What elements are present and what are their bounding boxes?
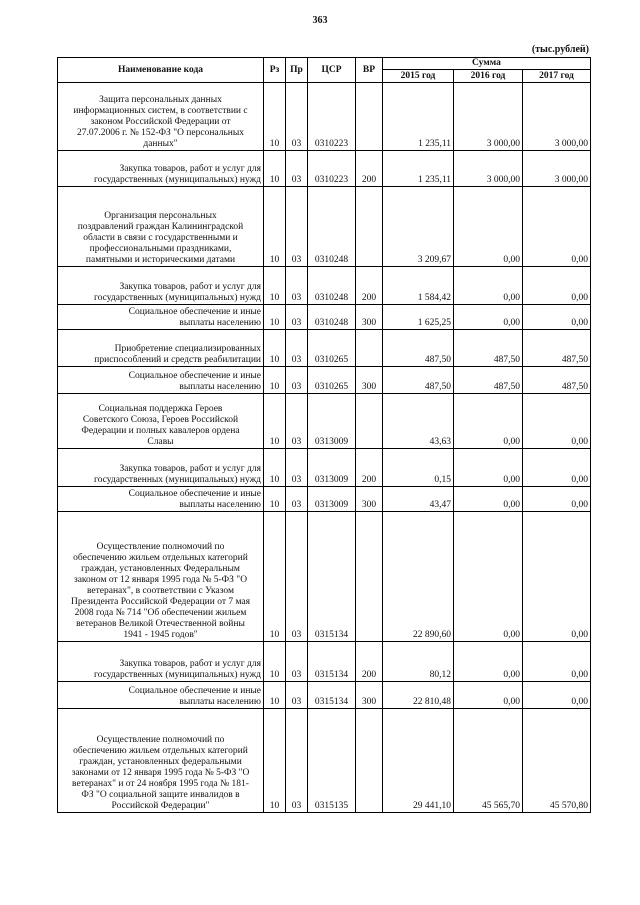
row-pr: 03 bbox=[286, 487, 308, 512]
row-csr: 0315134 bbox=[308, 642, 356, 682]
row-2016: 45 565,70 bbox=[454, 709, 523, 813]
row-name: Приобретение специализированных приспособлений и средств реабилитации bbox=[58, 330, 264, 367]
row-2015: 487,50 bbox=[383, 367, 454, 394]
row-2017: 0,00 bbox=[523, 267, 591, 305]
row-2017: 487,50 bbox=[523, 367, 591, 394]
row-2016: 0,00 bbox=[454, 682, 523, 709]
header-name: Наименование кода bbox=[58, 58, 264, 83]
row-2015: 1 625,25 bbox=[383, 305, 454, 330]
row-2015: 1 584,42 bbox=[383, 267, 454, 305]
row-vr: 200 bbox=[356, 642, 383, 682]
row-vr: 200 bbox=[356, 449, 383, 487]
row-pr: 03 bbox=[286, 267, 308, 305]
row-2017: 0,00 bbox=[523, 449, 591, 487]
header-sum: Сумма bbox=[383, 58, 591, 70]
row-vr: 300 bbox=[356, 487, 383, 512]
budget-table bbox=[57, 57, 591, 813]
row-csr: 0313009 bbox=[308, 449, 356, 487]
row-name: Закупка товаров, работ и услуг для государственных (муниципальных) нужд bbox=[58, 267, 264, 305]
row-csr: 0310265 bbox=[308, 330, 356, 367]
row-rz: 10 bbox=[264, 330, 286, 367]
row-vr bbox=[356, 709, 383, 813]
row-vr: 300 bbox=[356, 367, 383, 394]
row-vr: 200 bbox=[356, 267, 383, 305]
row-rz: 10 bbox=[264, 394, 286, 449]
row-2017: 0,00 bbox=[523, 487, 591, 512]
row-2016: 487,50 bbox=[454, 367, 523, 394]
table-row bbox=[58, 394, 591, 449]
row-2016: 0,00 bbox=[454, 305, 523, 330]
row-pr: 03 bbox=[286, 367, 308, 394]
row-name: Закупка товаров, работ и услуг для государственных (муниципальных) нужд bbox=[58, 151, 264, 187]
row-2015: 29 441,10 bbox=[383, 709, 454, 813]
row-rz: 10 bbox=[264, 151, 286, 187]
row-name: Социальное обеспечение и иные выплаты населению bbox=[58, 305, 264, 330]
row-2017: 487,50 bbox=[523, 330, 591, 367]
row-pr: 03 bbox=[286, 449, 308, 487]
row-pr: 03 bbox=[286, 709, 308, 813]
header-2016: 2016 год bbox=[454, 70, 523, 83]
row-pr: 03 bbox=[286, 512, 308, 642]
row-2017: 45 570,80 bbox=[523, 709, 591, 813]
row-name: Осуществление полномочий по обеспечению жильем отдельных категорий граждан, установленных Федеральным законом от 12 января 1995 года № 5-ФЗ "О ветеранах", в соответствии с Указом Президента Российской Федерации от 7 мая 2008 года № 714 "Об обеспечении жильем ветеранов Великой Отечественной войны 1941 - 1945 годов" bbox=[58, 512, 264, 642]
row-vr: 300 bbox=[356, 305, 383, 330]
header-2017: 2017 год bbox=[523, 70, 591, 83]
row-name: Социальное обеспечение и иные выплаты населению bbox=[58, 682, 264, 709]
header-pr: Пр bbox=[286, 58, 308, 83]
row-2016: 0,00 bbox=[454, 394, 523, 449]
table-row bbox=[58, 330, 591, 367]
row-pr: 03 bbox=[286, 330, 308, 367]
row-pr: 03 bbox=[286, 83, 308, 151]
row-2017: 0,00 bbox=[523, 642, 591, 682]
table-row bbox=[58, 449, 591, 487]
row-rz: 10 bbox=[264, 267, 286, 305]
row-csr: 0310248 bbox=[308, 187, 356, 267]
row-2016: 3 000,00 bbox=[454, 151, 523, 187]
row-vr bbox=[356, 512, 383, 642]
table-row bbox=[58, 151, 591, 187]
row-2017: 3 000,00 bbox=[523, 83, 591, 151]
row-2016: 0,00 bbox=[454, 512, 523, 642]
row-vr: 300 bbox=[356, 682, 383, 709]
row-csr: 0313009 bbox=[308, 487, 356, 512]
row-csr: 0315134 bbox=[308, 682, 356, 709]
row-2015: 3 209,67 bbox=[383, 187, 454, 267]
header-csr: ЦСР bbox=[308, 58, 356, 83]
table-header bbox=[58, 58, 591, 83]
table-row bbox=[58, 83, 591, 151]
row-2015: 80,12 bbox=[383, 642, 454, 682]
row-csr: 0310248 bbox=[308, 267, 356, 305]
row-2016: 0,00 bbox=[454, 187, 523, 267]
table-row bbox=[58, 187, 591, 267]
row-2016: 0,00 bbox=[454, 449, 523, 487]
header-vr: ВР bbox=[356, 58, 383, 83]
row-name: Социальное обеспечение и иные выплаты населению bbox=[58, 487, 264, 512]
row-2015: 1 235,11 bbox=[383, 83, 454, 151]
table-row bbox=[58, 367, 591, 394]
table-row bbox=[58, 682, 591, 709]
table-body bbox=[58, 83, 591, 813]
row-2017: 3 000,00 bbox=[523, 151, 591, 187]
row-vr: 200 bbox=[356, 151, 383, 187]
row-2016: 0,00 bbox=[454, 642, 523, 682]
row-pr: 03 bbox=[286, 187, 308, 267]
table-row bbox=[58, 642, 591, 682]
row-rz: 10 bbox=[264, 709, 286, 813]
row-2015: 487,50 bbox=[383, 330, 454, 367]
row-2017: 0,00 bbox=[523, 682, 591, 709]
row-2016: 3 000,00 bbox=[454, 83, 523, 151]
row-pr: 03 bbox=[286, 642, 308, 682]
row-name: Осуществление полномочий по обеспечению жильем отдельных категорий граждан, установленных федеральными законами от 12 января 1995 года № 5-ФЗ "О ветеранах" и от 24 ноября 1995 года № 181- ФЗ "О социальной защите инвалидов в Российской Федерации" bbox=[58, 709, 264, 813]
row-vr bbox=[356, 187, 383, 267]
row-vr bbox=[356, 330, 383, 367]
row-rz: 10 bbox=[264, 642, 286, 682]
row-2015: 22 890,60 bbox=[383, 512, 454, 642]
row-csr: 0313009 bbox=[308, 394, 356, 449]
row-pr: 03 bbox=[286, 394, 308, 449]
row-name: Социальная поддержка Героев Советского Союза, Героев Российской Федерации и полных кавалеров ордена Славы bbox=[58, 394, 264, 449]
page-number: 363 bbox=[312, 15, 328, 26]
table-row bbox=[58, 305, 591, 330]
units-label: (тыс.рублей) bbox=[531, 44, 589, 55]
row-2016: 0,00 bbox=[454, 267, 523, 305]
row-2017: 0,00 bbox=[523, 187, 591, 267]
row-name: Закупка товаров, работ и услуг для государственных (муниципальных) нужд bbox=[58, 642, 264, 682]
row-rz: 10 bbox=[264, 682, 286, 709]
row-csr: 0310223 bbox=[308, 151, 356, 187]
table-row bbox=[58, 267, 591, 305]
row-rz: 10 bbox=[264, 487, 286, 512]
row-2017: 0,00 bbox=[523, 305, 591, 330]
row-csr: 0310248 bbox=[308, 305, 356, 330]
table-row bbox=[58, 709, 591, 813]
row-csr: 0310265 bbox=[308, 367, 356, 394]
row-name: Организация персональных поздравлений граждан Калининградской области в связи с государственными и профессиональными праздниками, памятными и историческими датами bbox=[58, 187, 264, 267]
row-2015: 43,63 bbox=[383, 394, 454, 449]
row-2015: 1 235,11 bbox=[383, 151, 454, 187]
row-2015: 0,15 bbox=[383, 449, 454, 487]
row-csr: 0315134 bbox=[308, 512, 356, 642]
row-2015: 22 810,48 bbox=[383, 682, 454, 709]
row-2017: 0,00 bbox=[523, 394, 591, 449]
row-name: Защита персональных данных информационных систем, в соответствии с законом Российской Федерации от 27.07.2006 г. № 152-ФЗ "О персональных данных" bbox=[58, 83, 264, 151]
row-2015: 43,47 bbox=[383, 487, 454, 512]
row-2017: 0,00 bbox=[523, 512, 591, 642]
row-pr: 03 bbox=[286, 305, 308, 330]
row-rz: 10 bbox=[264, 305, 286, 330]
table-row bbox=[58, 487, 591, 512]
row-rz: 10 bbox=[264, 187, 286, 267]
header-rz: Рз bbox=[264, 58, 286, 83]
header-2015: 2015 год bbox=[383, 70, 454, 83]
table-row bbox=[58, 512, 591, 642]
row-pr: 03 bbox=[286, 151, 308, 187]
row-rz: 10 bbox=[264, 512, 286, 642]
row-rz: 10 bbox=[264, 83, 286, 151]
row-csr: 0315135 bbox=[308, 709, 356, 813]
row-2016: 487,50 bbox=[454, 330, 523, 367]
row-vr bbox=[356, 394, 383, 449]
row-csr: 0310223 bbox=[308, 83, 356, 151]
row-2016: 0,00 bbox=[454, 487, 523, 512]
row-rz: 10 bbox=[264, 367, 286, 394]
row-vr bbox=[356, 83, 383, 151]
row-pr: 03 bbox=[286, 682, 308, 709]
row-name: Закупка товаров, работ и услуг для государственных (муниципальных) нужд bbox=[58, 449, 264, 487]
row-rz: 10 bbox=[264, 449, 286, 487]
row-name: Социальное обеспечение и иные выплаты населению bbox=[58, 367, 264, 394]
